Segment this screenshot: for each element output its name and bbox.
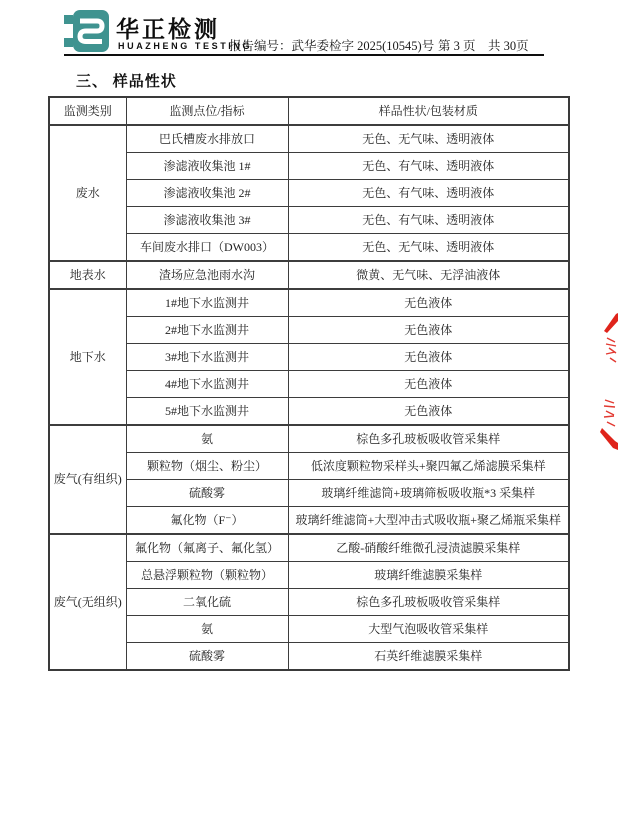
table-row [49, 261, 569, 289]
table-row [49, 289, 569, 317]
point-cell: 渗滤液收集池 2# [126, 180, 288, 207]
property-cell: 玻璃纤维滤筒+玻璃筛板吸收瓶*3 采集样 [288, 480, 569, 507]
point-cell: 渗滤液收集池 3# [126, 207, 288, 234]
sample-table-body [49, 125, 569, 670]
table-row [49, 344, 569, 371]
point-cell: 二氧化硫 [126, 589, 288, 616]
point-cell: 1#地下水监测井 [126, 289, 288, 317]
table-row [49, 453, 569, 480]
table-row [49, 643, 569, 671]
table-row [49, 398, 569, 426]
property-cell: 无色、有气味、透明液体 [288, 153, 569, 180]
edge-seal-graphic [593, 308, 618, 450]
point-cell: 车间废水排口（DW003） [126, 234, 288, 262]
point-cell: 2#地下水监测井 [126, 317, 288, 344]
point-cell: 4#地下水监测井 [126, 371, 288, 398]
table-row [49, 507, 569, 535]
edge-seal-stamp [593, 308, 618, 450]
table-row [49, 371, 569, 398]
table-row [49, 589, 569, 616]
point-cell: 渗滤液收集池 1# [126, 153, 288, 180]
table-row [49, 317, 569, 344]
property-cell: 无色液体 [288, 398, 569, 426]
property-cell: 无色、无气味、透明液体 [288, 234, 569, 262]
property-cell: 玻璃纤维滤筒+大型冲击式吸收瓶+聚乙烯瓶采集样 [288, 507, 569, 535]
report-number-value: 武华委检字 2025(10545)号 [291, 39, 435, 53]
table-header-row [49, 97, 569, 125]
property-cell: 无色液体 [288, 344, 569, 371]
point-cell: 氨 [126, 425, 288, 453]
point-cell: 硫酸雾 [126, 643, 288, 671]
table-row [49, 562, 569, 589]
category-cell: 废水 [49, 125, 126, 261]
property-cell: 大型气泡吸收管采集样 [288, 616, 569, 643]
property-cell: 低浓度颗粒物采样头+聚四氟乙烯滤膜采集样 [288, 453, 569, 480]
table-row [49, 207, 569, 234]
point-cell: 氟化物（氟离子、氟化氢） [126, 534, 288, 562]
property-cell: 棕色多孔玻板吸收管采集样 [288, 589, 569, 616]
table-row [49, 125, 569, 153]
property-cell: 乙酸-硝酸纤维微孔浸渍滤膜采集样 [288, 534, 569, 562]
brand-name-en: HUAZHENG TESTING [118, 41, 253, 51]
point-cell: 巴氏槽废水排放口 [126, 125, 288, 153]
huazheng-logo-icon [64, 10, 110, 52]
col-header-category: 监测类别 [49, 97, 126, 125]
col-header-point: 监测点位/指标 [126, 97, 288, 125]
property-cell: 棕色多孔玻板吸收管采集样 [288, 425, 569, 453]
report-number-label: 报告编号： [229, 39, 292, 53]
category-cell: 地表水 [49, 261, 126, 289]
section-title: 三、 样品性状 [76, 74, 177, 90]
table-row [49, 425, 569, 453]
report-number [229, 36, 434, 54]
sample-table [48, 96, 570, 671]
property-cell: 石英纤维滤膜采集样 [288, 643, 569, 671]
property-cell: 微黄、无气味、无浮油液体 [288, 261, 569, 289]
col-header-property: 样品性状/包装材质 [288, 97, 569, 125]
table-row [49, 534, 569, 562]
category-cell: 废气(无组织) [49, 534, 126, 670]
table-row [49, 234, 569, 262]
table-row [49, 616, 569, 643]
property-cell: 玻璃纤维滤膜采集样 [288, 562, 569, 589]
point-cell: 氟化物（F⁻） [126, 507, 288, 535]
table-row [49, 480, 569, 507]
header-divider [64, 54, 544, 56]
property-cell: 无色液体 [288, 371, 569, 398]
property-cell: 无色、有气味、透明液体 [288, 207, 569, 234]
point-cell: 硫酸雾 [126, 480, 288, 507]
property-cell: 无色液体 [288, 289, 569, 317]
property-cell: 无色、无气味、透明液体 [288, 125, 569, 153]
category-cell: 废气(有组织) [49, 425, 126, 534]
point-cell: 氨 [126, 616, 288, 643]
point-cell: 5#地下水监测井 [126, 398, 288, 426]
property-cell: 无色液体 [288, 317, 569, 344]
point-cell: 3#地下水监测井 [126, 344, 288, 371]
point-cell: 总悬浮颗粒物（颗粒物） [126, 562, 288, 589]
page-indicator: 第 3 页 共 30页 [438, 39, 529, 53]
brand-name-cn: 华正检测 [116, 16, 220, 42]
table-row [49, 153, 569, 180]
category-cell: 地下水 [49, 289, 126, 425]
point-cell: 渣场应急池雨水沟 [126, 261, 288, 289]
table-row [49, 180, 569, 207]
property-cell: 无色、有气味、透明液体 [288, 180, 569, 207]
point-cell: 颗粒物（烟尘、粉尘） [126, 453, 288, 480]
